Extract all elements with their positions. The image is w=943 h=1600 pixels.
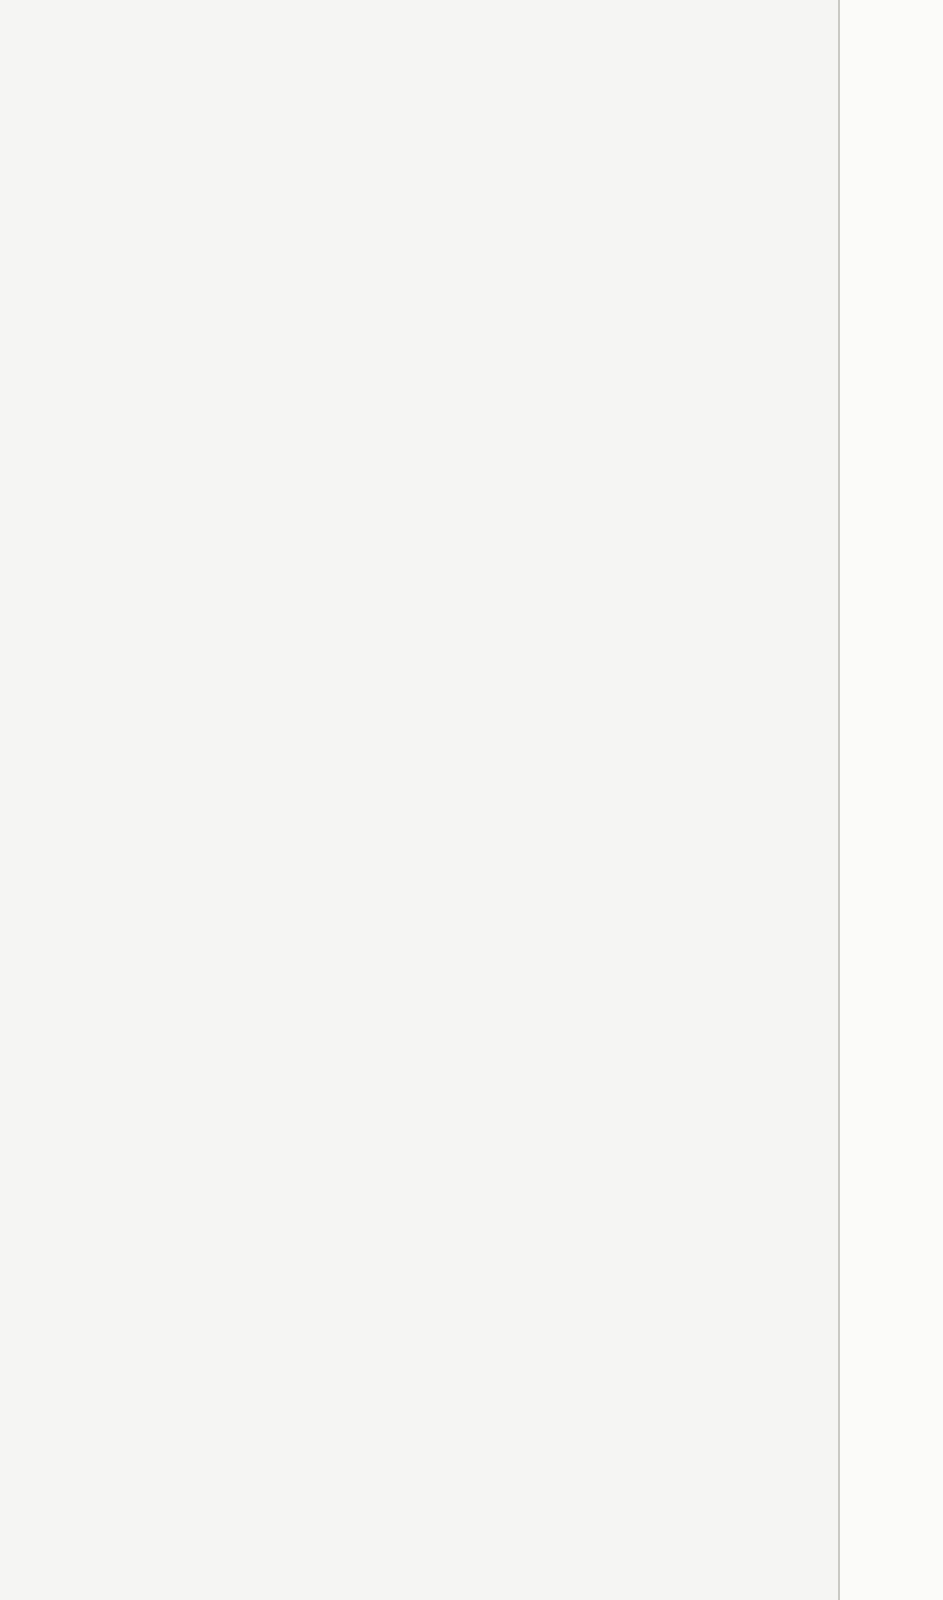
page-gutter-line xyxy=(838,0,840,1600)
facing-page-margin xyxy=(840,0,943,1600)
